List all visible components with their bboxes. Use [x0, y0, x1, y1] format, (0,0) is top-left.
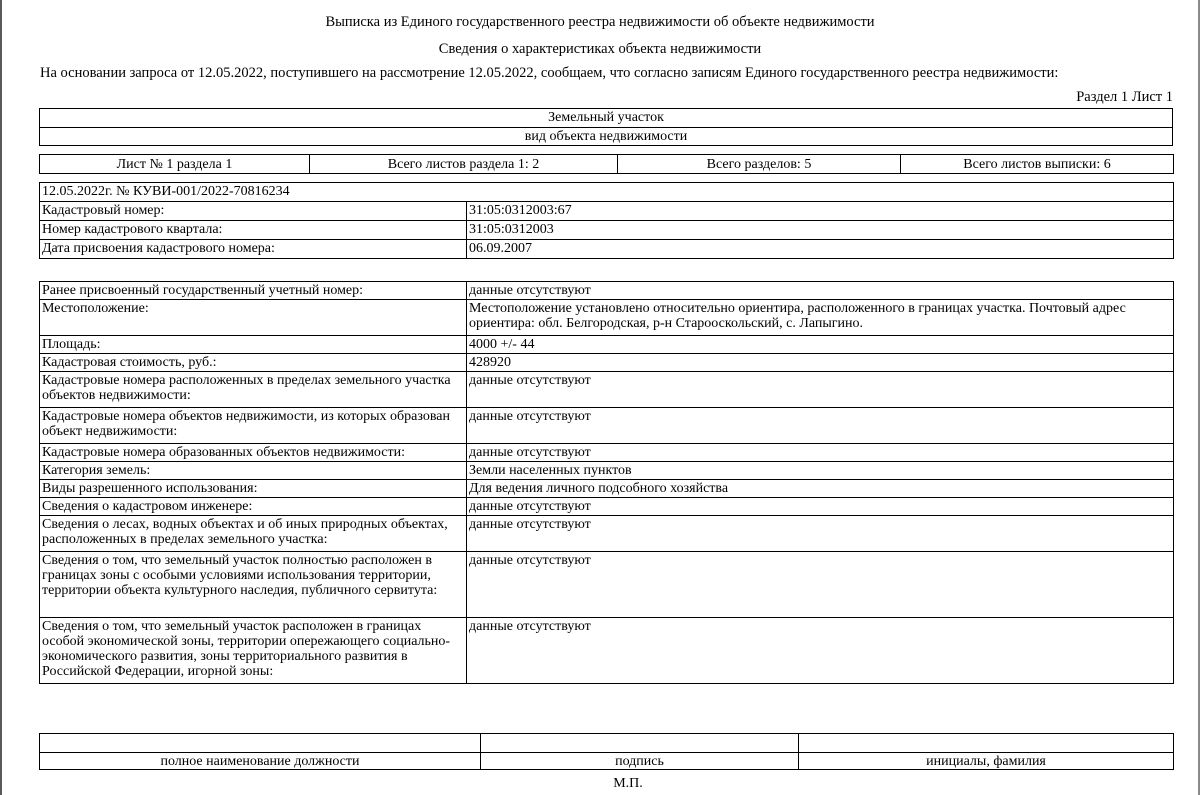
total-sheets-section: Всего листов раздела 1: 2 — [310, 155, 618, 174]
detail-value: данные отсутствуют — [467, 498, 1174, 516]
detail-value: Местоположение установлено относительно ориентира, расположенного в границах участка. Почтовый адрес ориентира: обл. Белгородская, р-н Старооскольский, с. Лапыгино. — [467, 300, 1174, 336]
table-row — [40, 372, 1174, 408]
table-row — [40, 462, 1174, 480]
detail-value: данные отсутствуют — [467, 516, 1174, 552]
table-row — [40, 354, 1174, 372]
object-type: Земельный участок — [40, 109, 1172, 128]
quarter-number-label: Номер кадастрового квартала: — [40, 221, 467, 240]
assignment-date-value: 06.09.2007 — [467, 240, 1174, 259]
table-row — [40, 282, 1174, 300]
detail-label: Сведения о том, что земельный участок полностью расположен в границах зоны с особыми условиями использования территории, территории объекта культурного наследия, публичного сервитута: — [40, 552, 467, 618]
table-row — [40, 221, 1174, 240]
table-row — [40, 480, 1174, 498]
detail-label: Сведения о том, что земельный участок расположен в границах особой экономической зоны, территории опережающего социально-экономического развития, зоны территориального развития в Российской Федерации, игорной зоны: — [40, 618, 467, 684]
sheet-info-table — [39, 154, 1174, 174]
detail-label: Виды разрешенного использования: — [40, 480, 467, 498]
detail-value: данные отсутствуют — [467, 618, 1174, 684]
signature-field — [481, 734, 799, 753]
table-row — [40, 408, 1174, 444]
detail-value: Для ведения личного подсобного хозяйства — [467, 480, 1174, 498]
detail-label: Кадастровая стоимость, руб.: — [40, 354, 467, 372]
name-caption: инициалы, фамилия — [799, 753, 1174, 770]
detail-label: Кадастровые номера расположенных в пределах земельного участка объектов недвижимости: — [40, 372, 467, 408]
section-sheet-ref: Раздел 1 Лист 1 — [1076, 89, 1173, 105]
cadastral-number-label: Кадастровый номер: — [40, 202, 467, 221]
table-row — [40, 300, 1174, 336]
table-row — [40, 336, 1174, 354]
object-type-caption: вид объекта недвижимости — [524, 129, 688, 144]
record-number: 12.05.2022г. № КУВИ-001/2022-70816234 — [40, 183, 1174, 202]
document-subtitle: Сведения о характеристиках объекта недвижимости — [438, 41, 762, 57]
detail-value: 4000 +/- 44 — [467, 336, 1174, 354]
detail-label: Категория земель: — [40, 462, 467, 480]
detail-label: Площадь: — [40, 336, 467, 354]
table-row — [40, 552, 1174, 618]
table-row — [40, 202, 1174, 221]
detail-value: данные отсутствуют — [467, 408, 1174, 444]
document-title: Выписка из Единого государственного реестра недвижимости об объекте недвижимости — [325, 14, 875, 30]
table-row — [40, 498, 1174, 516]
detail-label: Сведения о кадастровом инженере: — [40, 498, 467, 516]
position-field — [40, 734, 481, 753]
detail-label: Местоположение: — [40, 300, 467, 336]
table-row — [40, 618, 1174, 684]
quarter-number-value: 31:05:0312003 — [467, 221, 1174, 240]
page-edge-left — [0, 0, 2, 795]
total-sections: Всего разделов: 5 — [618, 155, 901, 174]
total-sheets-extract: Всего листов выписки: 6 — [901, 155, 1174, 174]
table-row — [40, 516, 1174, 552]
signature-table — [39, 733, 1174, 770]
table-row — [40, 444, 1174, 462]
assignment-date-label: Дата присвоения кадастрового номера: — [40, 240, 467, 259]
cadastral-number-value: 31:05:0312003:67 — [467, 202, 1174, 221]
detail-label: Сведения о лесах, водных объектах и об иных природных объектах, расположенных в пределах земельного участка: — [40, 516, 467, 552]
detail-value: Земли населенных пунктов — [467, 462, 1174, 480]
detail-label: Кадастровые номера образованных объектов недвижимости: — [40, 444, 467, 462]
detail-value: данные отсутствуют — [467, 552, 1174, 618]
position-caption: полное наименование должности — [40, 753, 481, 770]
detail-value: данные отсутствуют — [467, 282, 1174, 300]
detail-label: Кадастровые номера объектов недвижимости, из которых образован объект недвижимости: — [40, 408, 467, 444]
details-table — [39, 281, 1174, 684]
intro-text: На основании запроса от 12.05.2022, поступившего на рассмотрение 12.05.2022, сообщаем, что согласно записям Единого государственного реестра недвижимости: — [40, 65, 1059, 81]
table-row — [40, 240, 1174, 259]
detail-value: данные отсутствуют — [467, 372, 1174, 408]
signature-caption: подпись — [481, 753, 799, 770]
detail-value: 428920 — [467, 354, 1174, 372]
object-type-box — [39, 108, 1173, 146]
sheet-number: Лист № 1 раздела 1 — [40, 155, 310, 174]
detail-label: Ранее присвоенный государственный учетный номер: — [40, 282, 467, 300]
identifiers-table — [39, 182, 1174, 259]
name-field — [799, 734, 1174, 753]
stamp-placeholder: М.П. — [613, 776, 643, 791]
detail-value: данные отсутствуют — [467, 444, 1174, 462]
